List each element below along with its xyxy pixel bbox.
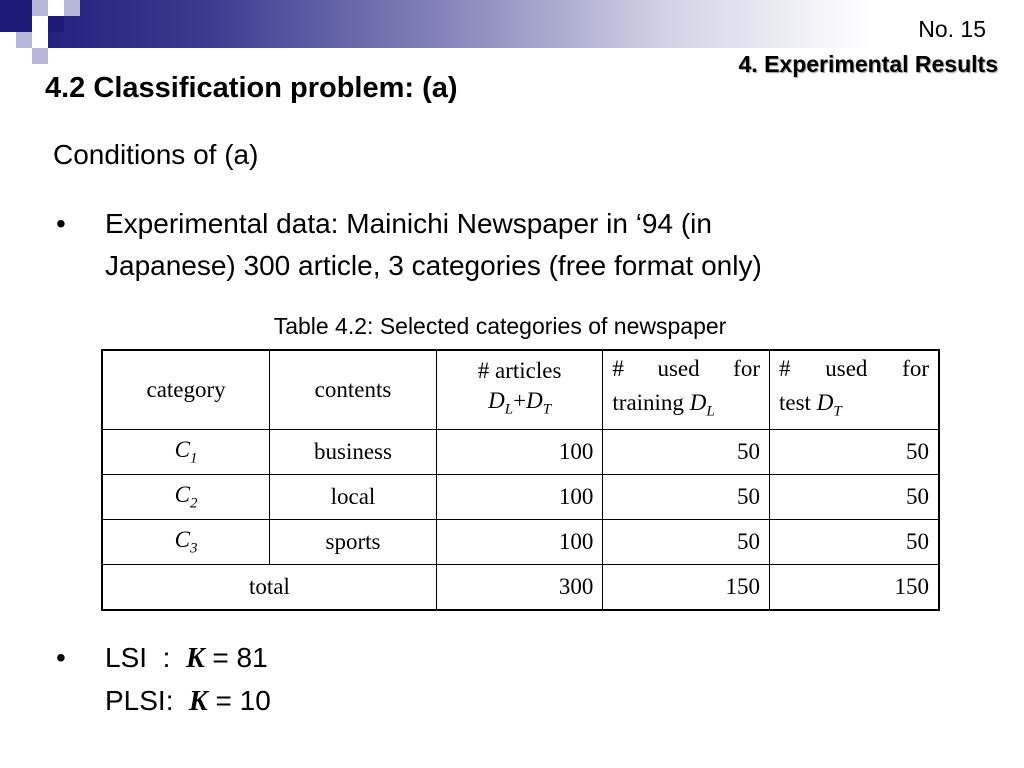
table-row [102, 475, 939, 520]
symbol-d: D [816, 389, 834, 415]
table-header-row [102, 350, 939, 430]
square-dark [48, 16, 64, 32]
header-gradient-band [0, 0, 1024, 48]
bullet-line: Experimental data: Mainichi Newspaper in ‘94 (in [105, 208, 712, 239]
square-light [32, 32, 48, 48]
slide-number: No. 15 [918, 16, 986, 42]
total-label: total [102, 565, 436, 611]
square-light [32, 48, 48, 64]
category-symbol: C [174, 526, 190, 552]
training-cell: 50 [603, 475, 770, 520]
square-light [16, 32, 32, 48]
header-articles-line: # articles [477, 357, 562, 383]
bullet-marker: • [56, 642, 66, 673]
header-training [603, 350, 770, 430]
header-test-line: # used for [779, 355, 929, 381]
bullet-line: Japanese) 300 article, 3 categories (free format only) [105, 250, 762, 281]
lsi-value: = 81 [204, 642, 268, 673]
section-label: 4. Experimental Results [738, 51, 998, 77]
plus-sign: + [513, 387, 527, 413]
total-test: 150 [770, 565, 940, 611]
articles-cell: 100 [436, 430, 603, 475]
square-light [32, 16, 48, 32]
category-symbol: C [174, 481, 190, 507]
table-row [102, 430, 939, 475]
header-articles [436, 350, 603, 430]
header-category: category [102, 350, 270, 430]
subscript: L [706, 403, 715, 420]
subscript: T [833, 403, 842, 420]
lsi-label: LSI : [105, 642, 186, 673]
subscript: T [542, 401, 552, 418]
header-contents: contents [270, 350, 437, 430]
table-caption: Table 4.2: Selected categories of newspaper [273, 313, 727, 339]
slide-title: 4.2 Classification problem: (a) [45, 72, 458, 104]
contents-cell: sports [270, 520, 437, 565]
plsi-label: PLSI: [105, 685, 190, 716]
k-symbol: K [189, 686, 208, 717]
symbol-d: D [488, 387, 505, 413]
k-symbol: K [185, 643, 205, 674]
header-articles-formula [446, 386, 594, 425]
test-cell: 50 [770, 520, 940, 565]
symbol-d: D [689, 389, 707, 415]
square-light [48, 0, 64, 16]
square-light [64, 0, 80, 16]
contents-cell: local [270, 475, 437, 520]
bullet-text [105, 637, 271, 723]
categories-table [101, 349, 940, 611]
training-cell: 50 [603, 430, 770, 475]
contents-cell: business [270, 430, 437, 475]
conditions-heading: Conditions of (a) [53, 139, 259, 170]
articles-cell: 100 [436, 475, 603, 520]
decorative-squares [0, 0, 80, 64]
total-training: 150 [603, 565, 770, 611]
category-cell [102, 520, 270, 565]
lsi-line [105, 637, 271, 680]
subscript: 1 [190, 450, 198, 467]
header-test-word: test [779, 389, 817, 415]
subscript: L [504, 401, 514, 418]
plsi-line [105, 680, 271, 723]
test-cell: 50 [770, 430, 940, 475]
square-light [32, 0, 48, 16]
header-test-line [779, 386, 929, 429]
table-row [102, 520, 939, 565]
subscript: 2 [190, 495, 198, 512]
category-symbol: C [174, 436, 190, 462]
bullet-text [105, 203, 762, 287]
training-cell: 50 [603, 520, 770, 565]
articles-cell: 100 [436, 520, 603, 565]
header-training-line [612, 386, 760, 429]
square-dark [0, 0, 32, 32]
subscript: 3 [190, 540, 198, 557]
symbol-d: D [526, 387, 543, 413]
header-training-word: training [612, 389, 690, 415]
bullet-marker: • [56, 208, 66, 239]
header-test [770, 350, 940, 430]
plsi-value: = 10 [207, 685, 271, 716]
square-light [0, 32, 16, 48]
test-cell: 50 [770, 475, 940, 520]
category-cell [102, 430, 270, 475]
category-cell [102, 475, 270, 520]
total-articles: 300 [436, 565, 603, 611]
table-total-row [102, 565, 939, 611]
header-training-line: # used for [612, 355, 760, 381]
